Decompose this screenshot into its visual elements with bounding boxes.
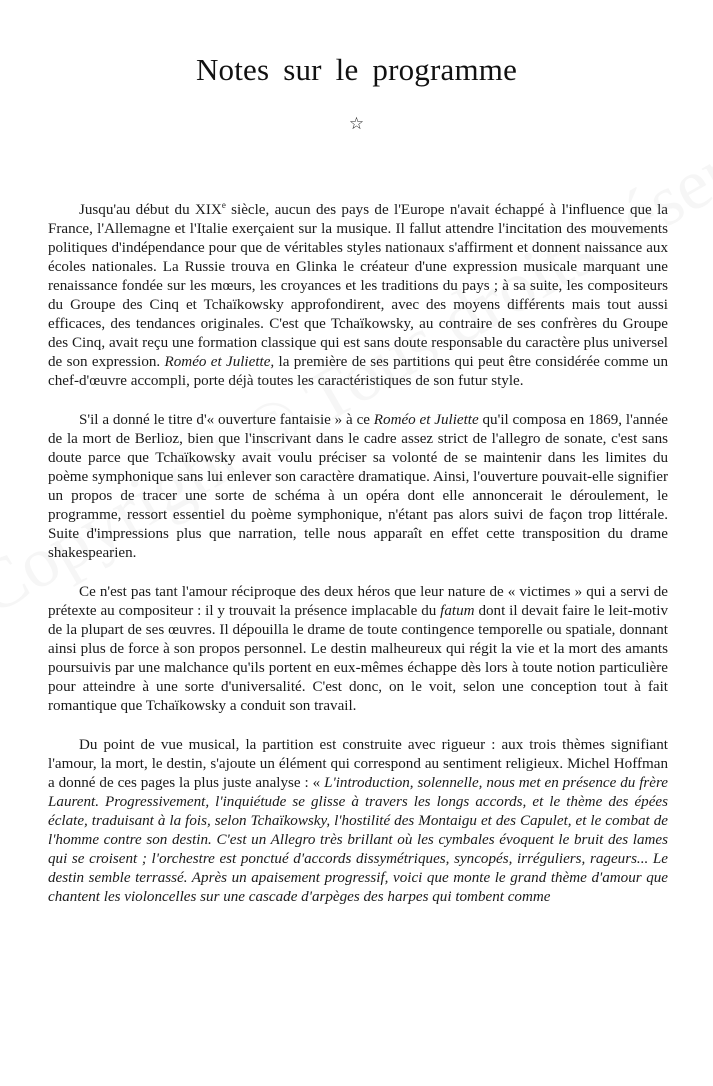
text-run: siècle, aucun des pays de l'Europe n'avait échappé à l'influence que la France, l'Allemagne et l'Italie exerçaient sur la musique. Il fallut attendre l'incitation des mouvements politiques d'indépendance pour que de véritables styles nationaux s'affirment et donnent naissance aux écoles nationales. La Russie trouva en Glinka le créateur d'une expression musicale marquant une renaissance fondée sur les mœurs, les croyances et les traditions du pays ; à sa suite, les compositeurs du Groupe des Cinq et Tchaïkowsky approfondirent, avec des moyens différents mais tout aussi efficaces, des tendances originales. C'est que Tchaïkowsky, au contraire de ses confrères du Groupe des Cinq, avait reçu une formation classique qui est sans doute responsable du caractère plus universel de son expression. (48, 202, 668, 370)
text-run: Jusqu'au début du XIX (79, 202, 222, 218)
text-run: Du point de vue musical, la partition est construite avec rigueur : aux trois thèmes signifiant l'amour, la mort, le destin, s'ajoute un élément qui correspond au sentiment religieux. Michel Hoffman a donné de ces pages la plus juste analyse : « (48, 737, 668, 791)
page-title: Notes sur le programme (195, 52, 518, 87)
text-run: la première de ses partitions qui peut être considérée comme un chef-d'œuvre accompli, porte déjà toutes les caractéristiques de son futur style. (48, 354, 668, 389)
star-ornament-icon: ☆ (348, 114, 365, 133)
italic-text: Roméo et Juliette, (164, 354, 275, 370)
italic-text: fatum (440, 603, 475, 619)
article-body (48, 201, 668, 907)
text-run: S'il a donné le titre d'« ouverture fantaisie » à ce (79, 412, 374, 428)
italic-text: Roméo et Juliette (373, 412, 479, 428)
text-run: dont il devait faire le leit-motiv de la plupart de ses œuvres. Il dépouilla le drame de toute contingence temporelle ou spatiale, donnant ainsi plus de force à son propos personnel. Le destin malheureux qui régit la vie et la mort des amants poursuivis par une malchance qu'ils portent en eux-mêmes échappe dès lors à toute notion particulière pour atteindre à une sorte d'universalité. C'est donc, on le voit, selon une conception tout à fait romantique que Tchaïkowsky a conduit son travail. (48, 603, 668, 714)
superscript: e (221, 199, 226, 210)
paragraph (48, 736, 668, 907)
text-run: qu'il composa en 1869, l'année de la mort de Berlioz, bien que l'inscrivant dans le cadre assez strict de l'allegro de sonate, c'est sans doute parce que Tchaïkowsky avait voulu préciser sa volonté de se maintenir dans les limites du poème symphonique sans lui enlever son caractère dramatique. Ainsi, l'ouverture pouvait-elle signifier un propos de tracer une sorte de schéma à un opéra dont elle annoncerait le déroulement, le programme, ressort essentiel du poème symphonique, n'étant pas alors suivi de façon trop littérale. Suite d'impressions plus que narration, telle nous apparaît en effet cette transposition du drame shakespearien. (48, 412, 668, 561)
paragraph (48, 201, 668, 391)
paragraph (48, 583, 668, 716)
paragraph (48, 411, 668, 563)
italic-text: L'introduction, solennelle, nous met en présence du frère Laurent. Progressivement, l'inquiétude se glisse à travers les longs accords, et le thème des épées éclate, traduisant à la fois, selon Tchaïkowsky, l'hostilité des Montaigu et des Capulet, et le combat de l'homme contre son destin. C'est un Allegro très brillant où les cymbales évoquent le bruit des lames qui se croisent ; l'orchestre est ponctué d'accords dissymétriques, syncopés, irréguliers, rageurs... Le destin semble terrassé. Après un apaisement progressif, voici que monte le grand thème d'amour que chantent les violoncelles sur une cascade d'arpèges des harpes qui tombent comme (48, 775, 668, 905)
text-run: Ce n'est pas tant l'amour réciproque des deux héros que leur nature de « victimes » qui a servi de prétexte au compositeur : il y trouvait la présence implacable du (48, 584, 668, 619)
